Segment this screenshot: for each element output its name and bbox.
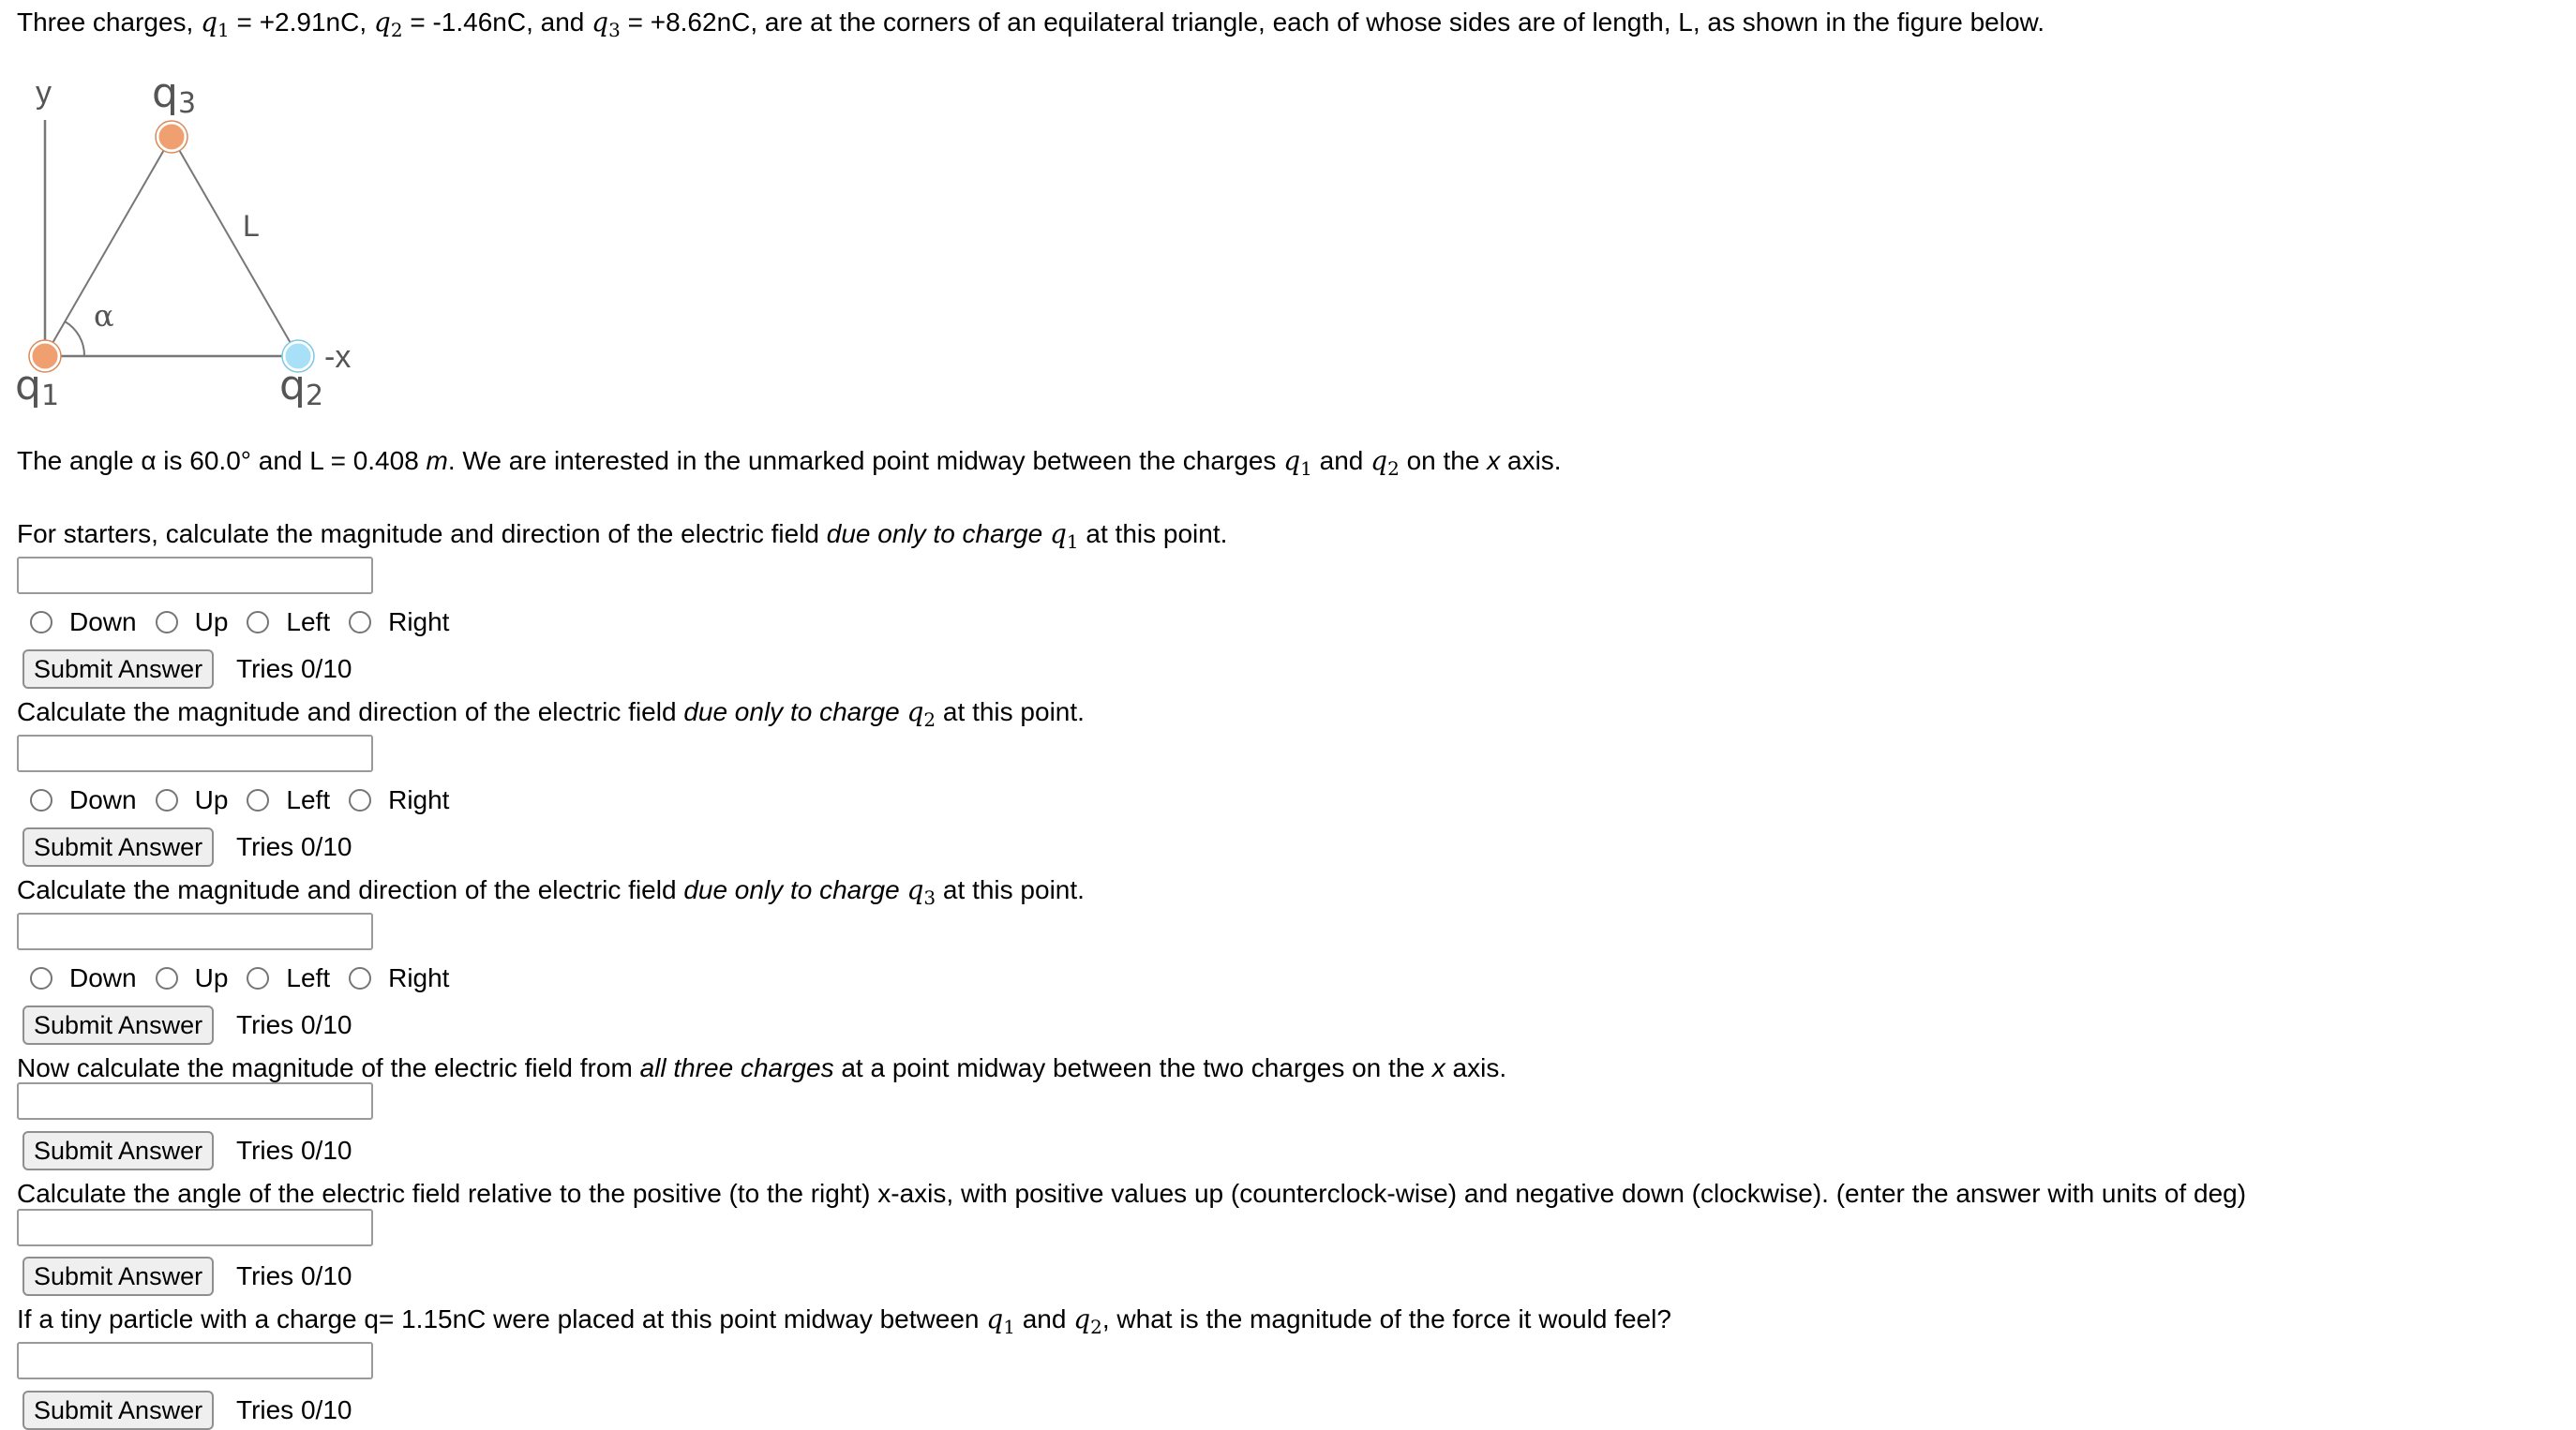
triangle-right-side bbox=[172, 137, 298, 356]
radio-circle[interactable] bbox=[30, 789, 52, 812]
part1-radio-left[interactable]: Left bbox=[247, 607, 330, 637]
part2-radio-down[interactable]: Down bbox=[30, 785, 137, 815]
part5-submit-button[interactable]: Submit Answer bbox=[22, 1257, 214, 1296]
part4-tries: Tries 0/10 bbox=[236, 1136, 352, 1165]
part5-answer-input[interactable] bbox=[17, 1209, 373, 1246]
part6-answer-input[interactable] bbox=[17, 1342, 373, 1379]
part3-radio-right[interactable]: Right bbox=[349, 963, 449, 993]
triangle-figure bbox=[13, 69, 369, 422]
part2-radio-left[interactable]: Left bbox=[247, 785, 330, 815]
part6-tries: Tries 0/10 bbox=[236, 1395, 352, 1424]
part3-direction-radios bbox=[30, 960, 468, 997]
problem-header: Three charges, $q_1 = +2.91nC$, $q_2 = -1.46nC$, and $q_3 = +8.62nC$, are at the corners of an equilateral triangle, each of whose sides are of length, L, as shown in the figure below. bbox=[17, 7, 2044, 41]
q3-label: q3 bbox=[152, 69, 197, 120]
part1-answer-input[interactable] bbox=[17, 557, 373, 594]
part3-radio-left[interactable]: Left bbox=[247, 963, 330, 993]
alpha-arc bbox=[65, 321, 84, 356]
radio-circle[interactable] bbox=[156, 967, 178, 990]
part1-radio-up[interactable]: Up bbox=[156, 607, 229, 637]
part3-tries: Tries 0/10 bbox=[236, 1010, 352, 1039]
part2-tries: Tries 0/10 bbox=[236, 832, 352, 861]
part1-direction-radios bbox=[30, 603, 468, 641]
radio-circle[interactable] bbox=[349, 967, 371, 990]
part2-direction-radios bbox=[30, 782, 468, 819]
side-length-label: L bbox=[243, 209, 260, 243]
q2-label: q2 bbox=[279, 362, 324, 412]
part4-submit-button[interactable]: Submit Answer bbox=[22, 1131, 214, 1170]
part4-answer-input[interactable] bbox=[17, 1082, 373, 1120]
radio-circle[interactable] bbox=[247, 789, 269, 812]
part3-radio-up[interactable]: Up bbox=[156, 963, 229, 993]
part5-question: Calculate the angle of the electric field relative to the positive (to the right) x-axis, with positive values up (counterclock-wise) and negative down (clockwise). (enter the answer with units of deg) bbox=[17, 1179, 2247, 1208]
statement-text: The angle α is 60.0° and L = 0.408 m. We are interested in the unmarked point midway between the charges $q_1$ and $q_2$ on the x axis. bbox=[17, 445, 1562, 480]
part2-submit-button[interactable]: Submit Answer bbox=[22, 827, 214, 867]
radio-circle[interactable] bbox=[349, 789, 371, 812]
part3-answer-input[interactable] bbox=[17, 913, 373, 950]
radio-circle[interactable] bbox=[156, 789, 178, 812]
part2-radio-up[interactable]: Up bbox=[156, 785, 229, 815]
q1-label: q1 bbox=[15, 362, 60, 412]
part1-tries: Tries 0/10 bbox=[236, 654, 352, 683]
part3-radio-down[interactable]: Down bbox=[30, 963, 137, 993]
part4-question: Now calculate the magnitude of the electric field from all three charges at a point midway between the two charges on the x axis. bbox=[17, 1053, 1507, 1082]
part1-question: For starters, calculate the magnitude and direction of the electric field due only to charge $q_1$ at this point. bbox=[17, 518, 1228, 553]
part6-question: If a tiny particle with a charge q= 1.15nC were placed at this point midway between $q_1$ and $q_2$, what is the magnitude of the force it would feel? bbox=[17, 1303, 1671, 1338]
part1-submit-button[interactable]: Submit Answer bbox=[22, 649, 214, 689]
part6-submit-button[interactable]: Submit Answer bbox=[22, 1391, 214, 1430]
y-axis-label: y bbox=[36, 75, 52, 111]
radio-circle[interactable] bbox=[247, 967, 269, 990]
radio-circle[interactable] bbox=[349, 611, 371, 633]
q3-charge bbox=[157, 123, 186, 151]
part1-radio-down[interactable]: Down bbox=[30, 607, 137, 637]
part3-submit-button[interactable]: Submit Answer bbox=[22, 1005, 214, 1045]
radio-circle[interactable] bbox=[30, 967, 52, 990]
alpha-label: α bbox=[94, 298, 114, 334]
part5-tries: Tries 0/10 bbox=[236, 1261, 352, 1290]
part2-question: Calculate the magnitude and direction of the electric field due only to charge $q_2$ at this point. bbox=[17, 696, 1085, 731]
radio-circle[interactable] bbox=[156, 611, 178, 633]
part3-question: Calculate the magnitude and direction of the electric field due only to charge $q_3$ at this point. bbox=[17, 874, 1085, 909]
x-axis-label: -x bbox=[324, 339, 352, 375]
radio-circle[interactable] bbox=[30, 611, 52, 633]
radio-circle[interactable] bbox=[247, 611, 269, 633]
part2-radio-right[interactable]: Right bbox=[349, 785, 449, 815]
part1-radio-right[interactable]: Right bbox=[349, 607, 449, 637]
part2-answer-input[interactable] bbox=[17, 735, 373, 772]
